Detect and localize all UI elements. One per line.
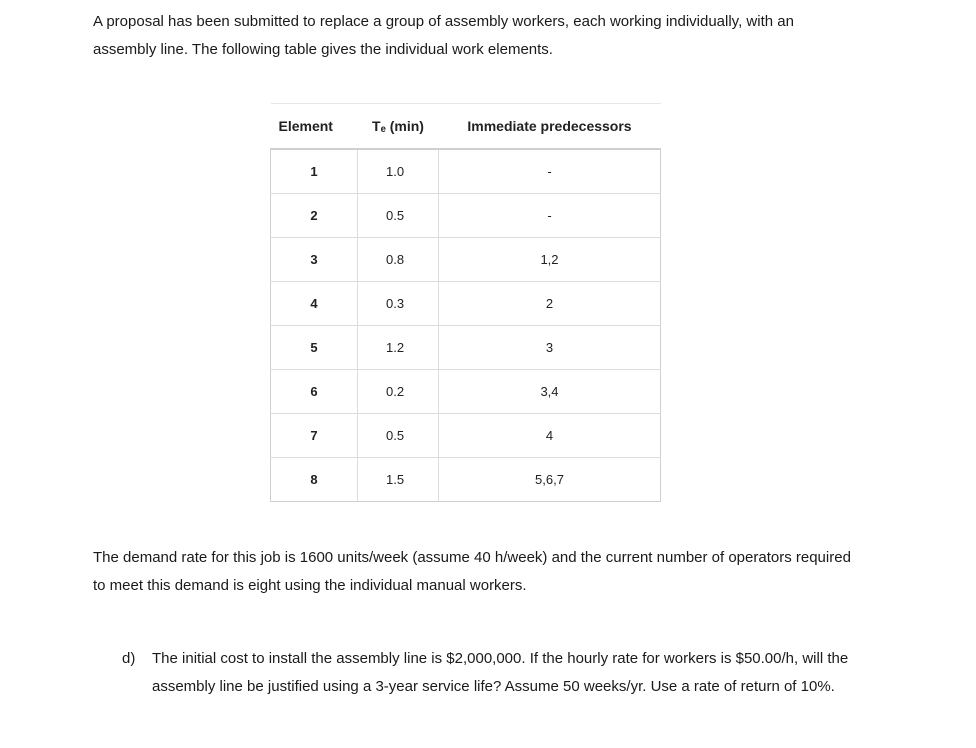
time-cell: 0.5 — [358, 414, 439, 458]
element-cell: 2 — [271, 194, 358, 238]
predecessors-cell: 3,4 — [439, 370, 661, 414]
element-cell: 5 — [271, 326, 358, 370]
column-header-element: Element — [271, 104, 358, 150]
predecessors-cell: 2 — [439, 282, 661, 326]
time-cell: 1.2 — [358, 326, 439, 370]
time-cell: 1.5 — [358, 458, 439, 502]
table-header-row — [271, 104, 661, 150]
predecessors-cell: 4 — [439, 414, 661, 458]
question-text: The initial cost to install the assembly line is $2,000,000. If the hourly rate for workers is $50.00/h, will the assembly line be justified using a 3-year service life? Assume 50 weeks/yr. Use a rate of return of 10%. — [152, 650, 849, 695]
element-cell: 7 — [271, 414, 358, 458]
table-row — [271, 282, 661, 326]
table-row — [271, 458, 661, 502]
predecessors-cell: - — [439, 194, 661, 238]
table-row — [271, 194, 661, 238]
predecessors-cell: 3 — [439, 326, 661, 370]
element-cell: 3 — [271, 238, 358, 282]
time-cell: 1.0 — [358, 149, 439, 194]
table-row — [271, 238, 661, 282]
time-cell: 0.3 — [358, 282, 439, 326]
element-cell: 1 — [271, 149, 358, 194]
predecessors-cell: 5,6,7 — [439, 458, 661, 502]
work-elements-table — [270, 103, 661, 502]
question-d — [122, 645, 862, 701]
predecessors-cell: 1,2 — [439, 238, 661, 282]
predecessors-cell: - — [439, 149, 661, 194]
intro-paragraph: A proposal has been submitted to replace a group of assembly workers, each working individually, with an assembly line. The following table gives the individual work elements. — [93, 13, 794, 58]
element-cell: 4 — [271, 282, 358, 326]
table-row — [271, 414, 661, 458]
table-row — [271, 370, 661, 414]
question-label: d) — [122, 650, 136, 667]
time-cell: 0.8 — [358, 238, 439, 282]
demand-paragraph: The demand rate for this job is 1600 units/week (assume 40 h/week) and the current number of operators required to meet this demand is eight using the individual manual workers. — [93, 549, 851, 594]
table-row — [271, 326, 661, 370]
time-cell: 0.2 — [358, 370, 439, 414]
column-header-time: Tₑ (min) — [358, 104, 439, 150]
time-cell: 0.5 — [358, 194, 439, 238]
element-cell: 6 — [271, 370, 358, 414]
column-header-predecessors: Immediate predecessors — [439, 104, 661, 150]
element-cell: 8 — [271, 458, 358, 502]
table-row — [271, 149, 661, 194]
